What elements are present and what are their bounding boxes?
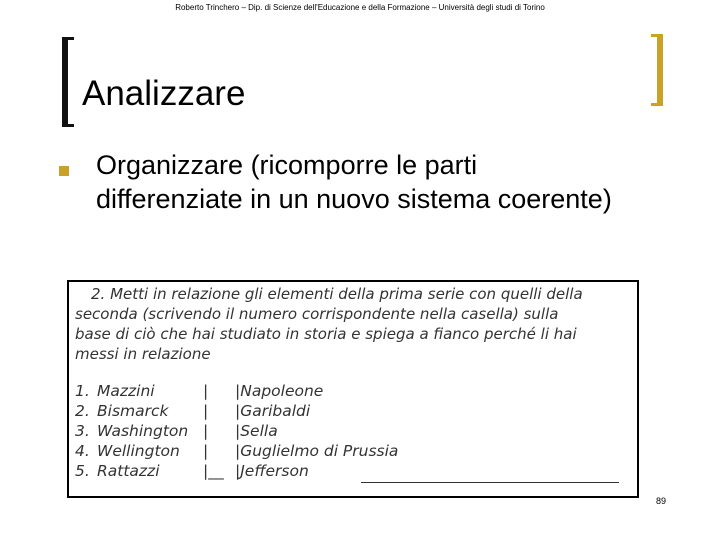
row-answer-box: | [203,402,209,420]
row-answer-box: | [203,382,209,400]
exercise-prompt-line: 2. Metti in relazione gli elementi della prima serie con quelli della [91,285,583,303]
row-right-item: |Sella [235,422,278,440]
row-number: 2. [75,402,90,420]
left-bracket-decoration [62,37,74,127]
row-answer-box: |__ [203,462,224,480]
row-number: 4. [75,442,90,460]
square-bullet-icon [59,166,69,176]
header-credit: Roberto Trinchero – Dip. di Scienze dell'Educazione e della Formazione – Università degli studi di Torino [175,3,545,12]
row-right-item: |Guglielmo di Prussia [235,442,399,460]
bullet-text: Organizzare (ricomporre le parti differenziate in un nuovo sistema coerente) [96,150,612,214]
row-number: 5. [75,462,90,480]
exercise-prompt-line: base di ciò che hai studiato in storia e spiega a fianco perché li hai [75,325,577,343]
right-bracket-decoration [651,34,663,106]
row-left-item: Bismarck [97,402,169,420]
row-right-item: |Napoleone [235,382,324,400]
row-right-item: |Garibaldi [235,402,311,420]
exercise-image [67,280,639,498]
row-number: 1. [75,382,90,400]
row-right-item: |Jefferson [235,462,309,480]
row-left-item: Wellington [97,442,180,460]
exercise-prompt-line: seconda (scrivendo il numero corrispondente nella casella) sulla [75,305,559,323]
row-left-item: Mazzini [97,382,155,400]
row-answer-box: | [203,422,209,440]
row-left-item: Washington [97,422,189,440]
answer-line [361,482,619,483]
exercise-prompt-line: messi in relazione [75,345,211,363]
row-left-item: Rattazzi [97,462,160,480]
row-answer-box: | [203,442,209,460]
page-number: 89 [656,496,667,506]
slide-title: Analizzare [82,74,246,113]
row-number: 3. [75,422,90,440]
